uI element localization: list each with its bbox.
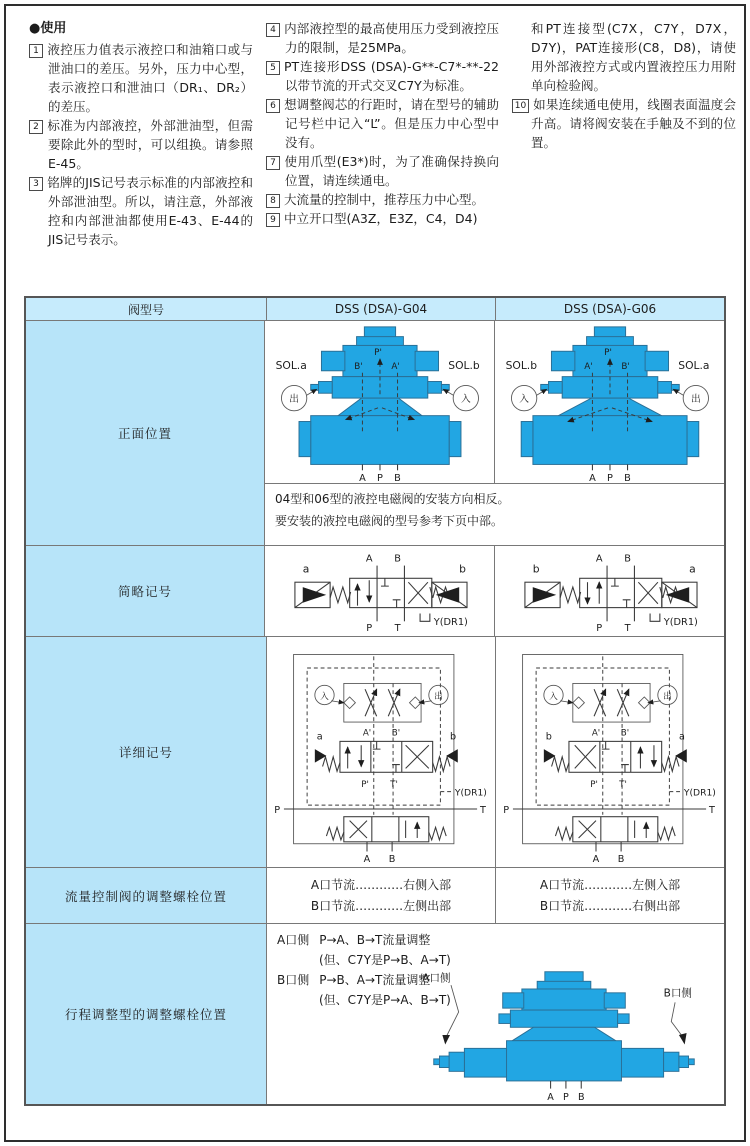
side-b-label: b: [532, 562, 540, 576]
row-label-detail-symbol: 详细记号: [26, 637, 266, 867]
note-item-7: [266, 152, 499, 190]
sol-b-label: SOL.b: [505, 358, 538, 372]
simple-symbol-g06: [494, 546, 724, 636]
flow-in-icon: 入: [460, 394, 471, 405]
front-diagrams: [265, 321, 724, 483]
flow-control-row: [26, 867, 724, 923]
port-a-label: A: [547, 1092, 554, 1102]
flow-out-icon: 出: [434, 691, 443, 702]
port-label-b-prime: B': [621, 361, 630, 372]
note-number: 2: [29, 120, 43, 134]
port-a-label: A: [365, 553, 373, 565]
port-a-prime-label: A': [591, 728, 601, 739]
side-b-label: b: [450, 731, 457, 743]
header-valve-model: 阀型号: [26, 298, 266, 320]
header-dss-g06: DSS (DSA)-G06: [495, 298, 724, 320]
front-diagram-g04: [265, 321, 494, 483]
drain-label: Y(DR1): [433, 617, 468, 629]
port-a-label: A: [589, 473, 596, 482]
flow-control-g04: [266, 868, 495, 923]
port-a-label: A: [592, 854, 600, 865]
port-t-label: T: [394, 623, 401, 635]
flow-out-icon: 出: [690, 394, 701, 405]
usage-notes-section: [6, 6, 744, 249]
drain-label: Y(DR1): [454, 787, 487, 799]
note-number: 8: [266, 194, 280, 208]
note-number: 1: [29, 44, 43, 58]
note-item-9-continued: [512, 19, 736, 95]
note-number: 9: [266, 213, 280, 227]
row-label-simple-symbol: 简略记号: [26, 546, 264, 636]
flow-out-icon: 出: [289, 394, 300, 405]
port-p-label: P: [377, 473, 383, 482]
note-number: 7: [266, 156, 280, 170]
note-text: 液控压力值表示液控口和油箱口或与泄油口的差压。另外，压力中心型，表示液控口和泄油口（DR₁、DR₂）的差压。: [47, 42, 253, 114]
hydraulic-symbol-detail-g06: [499, 639, 721, 865]
a-side-callout: A口侧: [422, 972, 451, 985]
row-label-stroke-adjust: 行程调整型的调整螺栓位置: [26, 924, 266, 1104]
side-a-label: a: [302, 562, 310, 576]
detail-symbol-row: [26, 636, 724, 867]
note-number: 3: [29, 177, 43, 191]
hydraulic-symbol-detail-g04: [270, 639, 492, 865]
simple-symbol-g04: [264, 546, 494, 636]
front-position-note: [265, 483, 724, 545]
port-t-label: T: [708, 804, 715, 816]
port-p-label: P: [563, 1092, 569, 1102]
port-a-label: A: [595, 553, 603, 565]
port-label-p-prime: P': [374, 348, 382, 359]
table-header-row: [26, 298, 724, 320]
flow-a-line: A口节流…………左侧入部: [539, 877, 681, 892]
flow-out-icon: 出: [663, 691, 672, 702]
flow-control-g06: [495, 868, 724, 923]
note-text: 标准为内部液控，外部泄油型，但需要除此外的型时，可以组换。请参照E-45。: [47, 118, 253, 171]
flow-in-icon: 入: [519, 394, 530, 405]
port-t-prime-label: T': [619, 779, 627, 790]
flow-b-line: B口节流…………左侧出部: [310, 898, 452, 913]
port-p-label: P: [274, 804, 281, 816]
note-text: 中立开口型(A3Z，E3Z，C4，D4): [284, 211, 478, 226]
port-p-label: P: [607, 473, 613, 482]
note-text: 内部液控型的最高使用压力受到液控压力的限制，是25MPa。: [284, 21, 499, 55]
hydraulic-symbol-simple-g06: [495, 547, 724, 635]
port-b-label: B: [394, 473, 401, 482]
port-t-label: T: [624, 623, 631, 635]
note-item-2: [29, 116, 253, 173]
note-item-4: [266, 19, 499, 57]
port-label-a-prime: A': [391, 361, 400, 372]
flow-in-icon: 入: [549, 691, 558, 702]
side-a-label: a: [679, 731, 685, 743]
port-p-prime-label: P': [590, 779, 598, 790]
note-item-6: [266, 95, 499, 152]
port-b-prime-label: B': [391, 728, 401, 739]
b-side-adjust: P→B、A→T流量调整: [319, 973, 431, 987]
port-b-label: B: [394, 553, 401, 565]
port-t-label: T: [479, 804, 486, 816]
port-label-a-prime: A': [584, 361, 593, 372]
note-line-2: 要安装的液控电磁阀的型号参考下页中部。: [275, 514, 504, 528]
valve-front-illustration-g06: [495, 322, 724, 482]
port-p-label: P: [503, 804, 510, 816]
detail-symbol-g04: [266, 637, 495, 867]
stroke-adjust-row: [26, 923, 724, 1104]
note-text: PT连接形DSS (DSA)-G**-C7*-**-22以带节流的开式交叉C7Y为标准。: [284, 59, 499, 93]
note-text: 和PT连接型(C7X，C7Y，D7X，D7Y)，PAT连接形(C8，D8)，请使用外部液控方式或内置液控压力用附单向检验阀。: [531, 21, 736, 93]
port-p-prime-label: P': [361, 779, 369, 790]
valve-spec-table: [24, 296, 726, 1106]
port-b-prime-label: B': [620, 728, 630, 739]
stroke-a-note: (但、C7Y是P→B、A→T): [319, 953, 451, 967]
flow-a-line: A口节流…………右侧入部: [310, 877, 452, 892]
side-b-label: b: [545, 731, 552, 743]
notes-column-2: [266, 19, 499, 249]
note-text: 使用爪型(E3*)时，为了准确保持换向位置，请连续通电。: [284, 154, 499, 188]
port-a-label: A: [363, 854, 371, 865]
front-diagram-g06: [494, 321, 724, 483]
port-label-b-prime: B': [354, 361, 363, 372]
note-text: 大流量的控制中，推荐压力中心型。: [284, 192, 485, 207]
port-a-label: A: [359, 473, 366, 482]
note-text: 想调整阀芯的行距时，请在型号的辅助记号栏中记入“L”。但是压力中心型中没有。: [284, 97, 499, 150]
stroke-a-line: [277, 930, 451, 950]
sol-b-label: SOL.b: [448, 358, 480, 372]
sol-a-label: SOL.a: [678, 358, 710, 372]
notes-column-3: [512, 19, 736, 249]
b-side-callout: B口侧: [663, 987, 692, 1000]
note-text: 铭牌的JIS记号表示标准的内部液控和外部泄油型。所以，请注意，外部液控和内部泄油都使用E-43、E-44的JIS记号表示。: [47, 175, 253, 247]
note-item-10: [512, 95, 736, 152]
port-a-prime-label: A': [362, 728, 372, 739]
port-t-prime-label: T': [390, 779, 398, 790]
note-number: 6: [266, 99, 280, 113]
note-text: 如果连续通电使用，线圈表面温度会升高。请将阀安装在手触及不到的位置。: [531, 97, 736, 150]
document-page: [4, 4, 746, 1142]
port-b-label: B: [624, 473, 631, 482]
notes-column-1: [29, 19, 253, 249]
note-number: 5: [266, 61, 280, 75]
hydraulic-symbol-simple-g04: [265, 547, 494, 635]
section-title: ●使用: [29, 21, 67, 36]
flow-b-line: B口节流…………右侧出部: [539, 898, 681, 913]
port-b-label: B: [577, 1092, 585, 1102]
side-a-label: a: [689, 562, 696, 576]
note-number: 10: [512, 99, 529, 113]
note-line-1: 04型和06型的液控电磁阀的安装方向相反。: [275, 492, 510, 506]
side-a-label: a: [316, 731, 323, 743]
a-side-label: A口侧: [277, 933, 310, 947]
drain-label: Y(DR1): [683, 787, 716, 799]
valve-front-illustration-g04: [265, 322, 494, 482]
flow-in-icon: 入: [320, 691, 329, 702]
note-item-5: [266, 57, 499, 95]
note-item-9: [266, 209, 499, 228]
front-position-content: [264, 321, 724, 545]
stroke-adjust-content: [266, 924, 724, 1104]
note-number: 4: [266, 23, 280, 37]
drain-label: Y(DR1): [663, 617, 698, 629]
front-position-row: [26, 320, 724, 545]
a-side-adjust: P→A、B→T流量调整: [319, 933, 431, 947]
header-dss-g04: DSS (DSA)-G04: [266, 298, 495, 320]
b-side-label: B口侧: [277, 973, 310, 987]
side-b-label: b: [459, 562, 467, 576]
stroke-b-note: (但、C7Y是P→A、B→T): [319, 993, 451, 1007]
port-b-label: B: [617, 854, 625, 865]
detail-symbol-g06: [495, 637, 724, 867]
port-b-label: B: [624, 553, 631, 565]
valve-body: [434, 972, 695, 1081]
note-item-3: [29, 173, 253, 249]
stroke-adjust-illustration: [408, 966, 720, 1102]
row-label-front-position: 正面位置: [26, 321, 264, 545]
row-label-flow-control: 流量控制阀的调整螺栓位置: [26, 868, 266, 923]
note-item-1: [29, 40, 253, 116]
port-b-label: B: [388, 854, 396, 865]
port-label-p-prime: P': [604, 348, 612, 359]
simple-symbol-row: [26, 545, 724, 636]
port-p-label: P: [596, 623, 603, 635]
sol-a-label: SOL.a: [275, 358, 307, 372]
port-p-label: P: [366, 623, 373, 635]
note-item-8: [266, 190, 499, 209]
